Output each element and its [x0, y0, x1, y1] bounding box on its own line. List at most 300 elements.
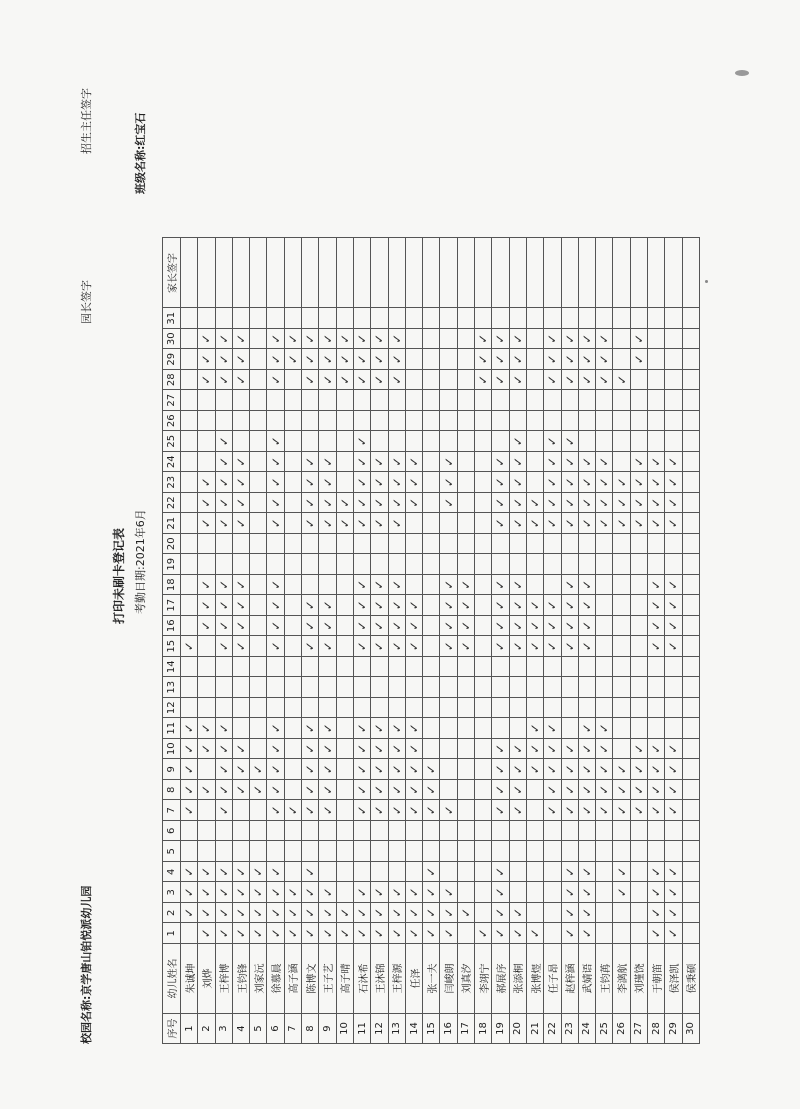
day-cell [198, 800, 215, 821]
check-mark: ✓ [320, 518, 335, 529]
day-cell [475, 493, 492, 514]
day-cell [267, 780, 284, 801]
day-cell [613, 616, 630, 637]
student-name: 刘瑾饶 [630, 944, 647, 1014]
day-cell [181, 718, 198, 739]
day-cell [682, 534, 699, 555]
day-cell [509, 493, 526, 514]
day-cell [544, 452, 561, 473]
day-cell [492, 923, 509, 944]
day-cell [544, 759, 561, 780]
day-cell [284, 657, 301, 678]
check-mark: ✓ [199, 907, 214, 918]
check-mark: ✓ [320, 620, 335, 631]
check-mark: ✓ [476, 333, 491, 344]
day-cell [181, 739, 198, 760]
day-cell [578, 657, 595, 678]
check-mark: ✓ [407, 641, 421, 652]
day-cell [544, 370, 561, 391]
day-cell [405, 903, 422, 924]
day-cell [371, 677, 388, 698]
student-name: 刘真汐 [457, 944, 474, 1014]
check-mark: ✓ [510, 477, 525, 488]
day-cell [544, 431, 561, 452]
day-cell [284, 349, 301, 370]
day-cell [665, 390, 682, 411]
check-mark: ✓ [355, 436, 370, 447]
check-mark: ✓ [510, 436, 525, 447]
day-cell [250, 349, 267, 370]
day-cell [440, 800, 457, 821]
check-mark: ✓ [355, 641, 370, 652]
day-cell [648, 636, 665, 657]
day-cell [181, 780, 198, 801]
day-cell [319, 513, 336, 534]
check-mark: ✓ [649, 784, 664, 795]
check-mark: ✓ [320, 333, 335, 344]
day-cell [561, 616, 578, 637]
day-cell [181, 370, 198, 391]
day-cell [232, 657, 249, 678]
check-mark: ✓ [268, 579, 283, 590]
table-row [267, 238, 284, 1044]
day-cell [267, 862, 284, 883]
day-cell [648, 718, 665, 739]
day-cell [405, 411, 422, 432]
day-cell [267, 493, 284, 514]
check-mark: ✓ [372, 497, 387, 508]
day-cell [232, 554, 249, 575]
day-cell [267, 452, 284, 473]
check-mark: ✓ [355, 764, 370, 775]
day-cell [613, 554, 630, 575]
check-mark: ✓ [649, 866, 664, 877]
day-cell [578, 493, 595, 514]
parent-signature-cell [596, 238, 613, 308]
parent-signature-cell [302, 238, 319, 308]
day-cell [353, 903, 370, 924]
day-cell [423, 472, 440, 493]
parent-signature-cell [284, 238, 301, 308]
day-cell [181, 493, 198, 514]
day-cell [492, 882, 509, 903]
day-cell [648, 370, 665, 391]
check-mark: ✓ [528, 928, 543, 939]
column-header-day: 31 [163, 308, 181, 329]
check-mark: ✓ [389, 641, 404, 652]
check-mark: ✓ [372, 784, 387, 795]
check-mark: ✓ [389, 887, 404, 898]
check-mark: ✓ [666, 600, 681, 611]
day-cell [353, 472, 370, 493]
day-cell [492, 739, 509, 760]
day-cell [371, 882, 388, 903]
check-mark: ✓ [631, 333, 646, 344]
day-cell [561, 903, 578, 924]
check-mark: ✓ [579, 579, 594, 590]
day-cell [388, 698, 405, 719]
day-cell [682, 411, 699, 432]
day-cell [267, 472, 284, 493]
day-cell [319, 329, 336, 350]
check-mark: ✓ [649, 805, 664, 816]
day-cell [544, 677, 561, 698]
check-mark: ✓ [320, 928, 335, 939]
check-mark: ✓ [649, 764, 664, 775]
day-cell [526, 841, 543, 862]
day-cell [250, 677, 267, 698]
day-cell [544, 657, 561, 678]
day-cell [457, 595, 474, 616]
check-mark: ✓ [493, 579, 508, 590]
day-cell [232, 411, 249, 432]
day-cell [613, 780, 630, 801]
table-row [371, 238, 388, 1044]
day-cell [578, 821, 595, 842]
day-cell [440, 739, 457, 760]
day-cell [475, 349, 492, 370]
student-name: 闫峻朗 [440, 944, 457, 1014]
day-cell [250, 329, 267, 350]
day-cell [353, 390, 370, 411]
day-cell [423, 636, 440, 657]
check-mark: ✓ [320, 456, 335, 467]
day-cell [596, 390, 613, 411]
day-cell [198, 370, 215, 391]
day-cell [475, 698, 492, 719]
check-mark: ✓ [234, 641, 249, 652]
day-cell [475, 677, 492, 698]
day-cell [267, 677, 284, 698]
check-mark: ✓ [579, 456, 594, 467]
day-cell [336, 513, 353, 534]
day-cell [561, 411, 578, 432]
table-row [613, 238, 630, 1044]
day-cell [440, 821, 457, 842]
table-row [492, 238, 509, 1044]
day-cell [682, 575, 699, 596]
check-mark: ✓ [441, 907, 456, 918]
check-mark: ✓ [597, 784, 612, 795]
check-mark: ✓ [389, 497, 404, 508]
day-cell [336, 677, 353, 698]
day-cell [630, 821, 647, 842]
day-cell [509, 800, 526, 821]
check-mark: ✓ [614, 784, 629, 795]
day-cell [648, 308, 665, 329]
day-cell [388, 841, 405, 862]
check-mark: ✓ [579, 374, 594, 385]
day-cell [509, 370, 526, 391]
day-cell [509, 452, 526, 473]
day-cell [596, 370, 613, 391]
day-cell [613, 472, 630, 493]
day-cell [648, 759, 665, 780]
check-mark: ✓ [649, 497, 664, 508]
day-cell [492, 841, 509, 862]
student-name: 张一夫 [423, 944, 440, 1014]
day-cell [388, 616, 405, 637]
check-mark: ✓ [216, 600, 231, 611]
day-cell [388, 739, 405, 760]
day-cell [578, 739, 595, 760]
parent-signature-cell [388, 238, 405, 308]
day-cell [526, 390, 543, 411]
column-header-day: 5 [163, 841, 181, 862]
day-cell [302, 841, 319, 862]
day-cell [596, 882, 613, 903]
student-name: 陈博文 [302, 944, 319, 1014]
day-cell [492, 452, 509, 473]
day-cell [232, 841, 249, 862]
class-name: 班级名称:红宝石 [134, 112, 147, 194]
day-cell [181, 821, 198, 842]
day-cell [388, 595, 405, 616]
day-cell [215, 329, 232, 350]
check-mark: ✓ [199, 354, 214, 365]
day-cell [181, 329, 198, 350]
day-cell [423, 513, 440, 534]
day-cell [526, 595, 543, 616]
day-cell [526, 923, 543, 944]
day-cell [682, 431, 699, 452]
day-cell [405, 677, 422, 698]
day-cell [613, 923, 630, 944]
check-mark: ✓ [320, 600, 335, 611]
check-mark: ✓ [234, 374, 249, 385]
student-name: 高子涵 [284, 944, 301, 1014]
day-cell [215, 534, 232, 555]
day-cell [613, 841, 630, 862]
day-cell [215, 411, 232, 432]
check-mark: ✓ [268, 743, 283, 754]
day-cell [509, 923, 526, 944]
day-cell [353, 513, 370, 534]
day-cell [440, 472, 457, 493]
day-cell [613, 370, 630, 391]
day-cell [232, 800, 249, 821]
check-mark: ✓ [234, 456, 249, 467]
check-mark: ✓ [545, 456, 560, 467]
day-cell [284, 677, 301, 698]
day-cell [302, 329, 319, 350]
day-cell [405, 452, 422, 473]
row-seq: 29 [665, 1014, 682, 1044]
day-cell [267, 370, 284, 391]
check-mark: ✓ [389, 907, 404, 918]
check-mark: ✓ [234, 497, 249, 508]
check-mark: ✓ [493, 456, 508, 467]
check-mark: ✓ [407, 887, 421, 898]
day-cell [423, 308, 440, 329]
check-mark: ✓ [199, 620, 214, 631]
check-mark: ✓ [579, 866, 594, 877]
check-mark: ✓ [320, 907, 335, 918]
day-cell [613, 534, 630, 555]
check-mark: ✓ [562, 641, 577, 652]
day-cell [336, 349, 353, 370]
check-mark: ✓ [234, 764, 249, 775]
day-cell [544, 575, 561, 596]
day-cell [457, 923, 474, 944]
check-mark: ✓ [355, 333, 370, 344]
column-header-day: 23 [163, 472, 181, 493]
day-cell [561, 923, 578, 944]
day-cell [440, 411, 457, 432]
row-seq: 10 [336, 1014, 353, 1044]
day-cell [405, 841, 422, 862]
check-mark: ✓ [389, 333, 404, 344]
check-mark: ✓ [372, 333, 387, 344]
day-cell [526, 554, 543, 575]
day-cell [371, 452, 388, 473]
check-mark: ✓ [631, 497, 646, 508]
day-cell [596, 575, 613, 596]
day-cell [284, 411, 301, 432]
day-cell [596, 349, 613, 370]
day-cell [682, 923, 699, 944]
day-cell [336, 800, 353, 821]
check-mark: ✓ [614, 477, 629, 488]
day-cell [336, 780, 353, 801]
check-mark: ✓ [216, 497, 231, 508]
day-cell [544, 329, 561, 350]
day-cell [250, 657, 267, 678]
day-cell [250, 370, 267, 391]
day-cell [232, 308, 249, 329]
day-cell [250, 923, 267, 944]
day-cell [198, 718, 215, 739]
day-cell [440, 349, 457, 370]
check-mark: ✓ [303, 866, 318, 877]
day-cell [232, 349, 249, 370]
day-cell [319, 308, 336, 329]
day-cell [198, 616, 215, 637]
day-cell [596, 821, 613, 842]
day-cell [630, 718, 647, 739]
check-mark: ✓ [389, 600, 404, 611]
parent-signature-cell [405, 238, 422, 308]
check-mark: ✓ [614, 764, 629, 775]
day-cell [336, 718, 353, 739]
check-mark: ✓ [372, 620, 387, 631]
day-cell [371, 431, 388, 452]
check-mark: ✓ [234, 907, 249, 918]
check-mark: ✓ [597, 497, 612, 508]
day-cell [353, 493, 370, 514]
day-cell [475, 800, 492, 821]
day-cell [423, 431, 440, 452]
table-row [544, 238, 561, 1044]
student-name: 刘烨 [198, 944, 215, 1014]
parent-signature-cell [544, 238, 561, 308]
check-mark: ✓ [545, 620, 560, 631]
day-cell [665, 431, 682, 452]
day-cell [319, 411, 336, 432]
day-cell [509, 390, 526, 411]
day-cell [440, 677, 457, 698]
check-mark: ✓ [303, 374, 318, 385]
day-cell [630, 903, 647, 924]
check-mark: ✓ [389, 620, 404, 631]
day-cell [578, 329, 595, 350]
check-mark: ✓ [234, 579, 249, 590]
check-mark: ✓ [182, 641, 197, 652]
day-cell [198, 841, 215, 862]
day-cell [423, 575, 440, 596]
day-cell [198, 739, 215, 760]
check-mark: ✓ [355, 620, 370, 631]
day-cell [319, 616, 336, 637]
day-cell [648, 739, 665, 760]
day-cell [440, 698, 457, 719]
day-cell [336, 821, 353, 842]
check-mark: ✓ [562, 928, 577, 939]
check-mark: ✓ [372, 764, 387, 775]
day-cell [284, 636, 301, 657]
day-cell [405, 370, 422, 391]
check-mark: ✓ [372, 600, 387, 611]
day-cell [665, 575, 682, 596]
day-cell [509, 534, 526, 555]
day-cell [250, 575, 267, 596]
day-cell [509, 780, 526, 801]
day-cell [215, 370, 232, 391]
day-cell [561, 595, 578, 616]
day-cell [578, 841, 595, 862]
day-cell [405, 554, 422, 575]
check-mark: ✓ [562, 600, 577, 611]
day-cell [665, 800, 682, 821]
column-header-day: 27 [163, 390, 181, 411]
day-cell [388, 677, 405, 698]
day-cell [665, 718, 682, 739]
day-cell [544, 739, 561, 760]
day-cell [665, 882, 682, 903]
day-cell [336, 698, 353, 719]
day-cell [682, 554, 699, 575]
check-mark: ✓ [389, 518, 404, 529]
day-cell [284, 452, 301, 473]
table-row [215, 238, 232, 1044]
day-cell [198, 349, 215, 370]
day-cell [371, 616, 388, 637]
day-cell [682, 308, 699, 329]
day-cell [475, 390, 492, 411]
day-cell [509, 759, 526, 780]
day-cell [648, 329, 665, 350]
check-mark: ✓ [666, 907, 681, 918]
day-cell [405, 759, 422, 780]
check-mark: ✓ [372, 641, 387, 652]
day-cell [388, 923, 405, 944]
day-cell [648, 698, 665, 719]
check-mark: ✓ [182, 805, 197, 816]
day-cell [630, 698, 647, 719]
day-cell [613, 698, 630, 719]
day-cell [475, 780, 492, 801]
day-cell [526, 882, 543, 903]
check-mark: ✓ [355, 743, 370, 754]
check-mark: ✓ [303, 518, 318, 529]
check-mark: ✓ [510, 641, 525, 652]
day-cell [526, 636, 543, 657]
day-cell [353, 534, 370, 555]
check-mark: ✓ [579, 620, 594, 631]
check-mark: ✓ [182, 723, 197, 734]
day-cell [596, 698, 613, 719]
day-cell [630, 431, 647, 452]
